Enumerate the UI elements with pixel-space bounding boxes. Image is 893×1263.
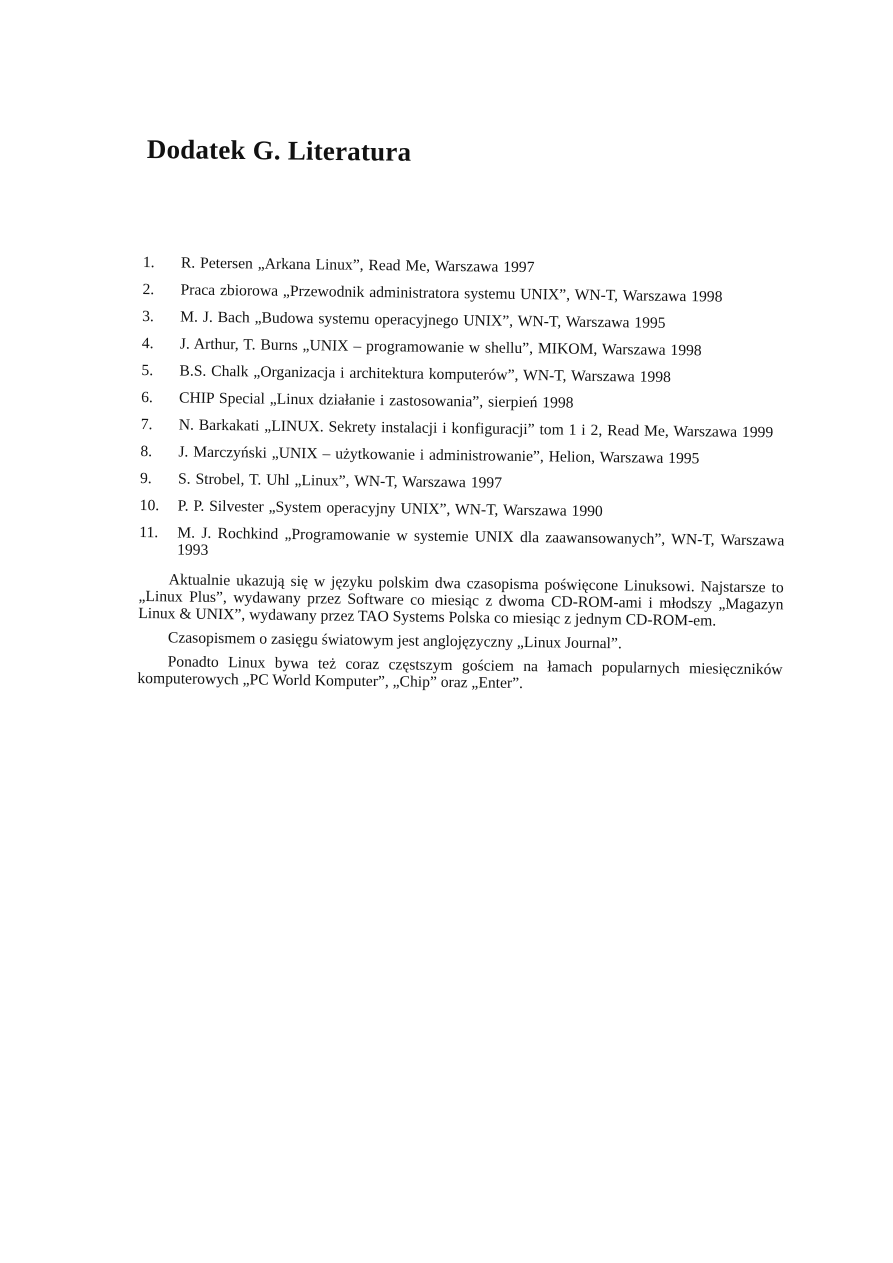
item-number: 7. [140, 415, 153, 434]
list-item [142, 308, 787, 333]
list-item [139, 524, 784, 566]
body-text [137, 571, 783, 695]
item-text: CHIP Special „Linux działanie i zastosowania”, sierpień 1998 [179, 389, 574, 412]
item-number: 2. [142, 280, 155, 299]
page-title: Dodatek G. Literatura [146, 134, 412, 167]
paragraph-computer-monthlies: Ponadto Linux bywa też coraz częstszym gościem na łamach popularnych miesięczników komputerowych „PC World Komputer”, „Chip” oraz „Enter”. [137, 653, 783, 693]
list-item [140, 443, 785, 468]
list-item [140, 470, 785, 495]
page-content [137, 254, 788, 702]
item-text: P. P. Silvester „System operacyjny UNIX”, WN-T, Warszawa 1990 [177, 497, 603, 521]
item-number: 4. [141, 334, 154, 353]
item-number: 9. [139, 469, 152, 488]
item-text: Praca zbiorowa „Przewodnik administratora systemu UNIX”, WN-T, Warszawa 1998 [180, 281, 723, 306]
item-number: 10. [139, 496, 160, 515]
item-number: 8. [140, 442, 153, 461]
list-item [141, 416, 786, 441]
item-text: J. Arthur, T. Burns „UNIX – programowanie w shellu”, MIKOM, Warszawa 1998 [179, 335, 702, 360]
item-text: B.S. Chalk „Organizacja i architektura komputerów”, WN-T, Warszawa 1998 [179, 362, 671, 386]
item-text: N. Barkakati „LINUX. Sekrety instalacji i konfiguracji” tom 1 i 2, Read Me, Warszawa 1999 [178, 416, 774, 442]
list-item [140, 497, 785, 522]
paragraph-polish-magazines: Aktualnie ukazują się w języku polskim dwa czasopisma poświęcone Linuksowi. Najstarsze to „Linux Plus”, wydawany przez Software co miesiąc z dwoma CD-ROM-ami i młodszy „Magazyn Linux & UNIX”, wydawany przez TAO Systems Polska co miesiąc z jednym CD-ROM-em. [138, 571, 784, 630]
list-item [141, 389, 786, 414]
item-number: 1. [142, 254, 155, 272]
item-number: 6. [141, 388, 153, 407]
list-item [143, 254, 788, 279]
item-text: M. J. Rochkind „Programowanie w systemie UNIX dla zaawansowanych”, WN-T, Warszawa 1993 [177, 524, 785, 559]
list-item [142, 281, 787, 306]
item-text: M. J. Bach „Budowa systemu operacyjnego UNIX”, WN-T, Warszawa 1995 [180, 308, 666, 332]
bibliography-list [139, 254, 788, 566]
item-text: R. Petersen „Arkana Linux”, Read Me, Warszawa 1997 [180, 254, 535, 277]
list-item [141, 362, 786, 387]
item-text: S. Strobel, T. Uhl „Linux”, WN-T, Warszawa 1997 [177, 470, 503, 492]
item-number: 3. [142, 307, 154, 326]
item-number: 5. [141, 361, 154, 380]
item-text: J. Marczyński „UNIX – użytkowanie i administrowanie”, Helion, Warszawa 1995 [178, 443, 700, 468]
paragraph-world-magazine: Czasopismem o zasięgu światowym jest anglojęzyczny „Linux Journal”. [167, 629, 622, 653]
item-number: 11. [139, 523, 159, 542]
list-item [142, 335, 787, 360]
